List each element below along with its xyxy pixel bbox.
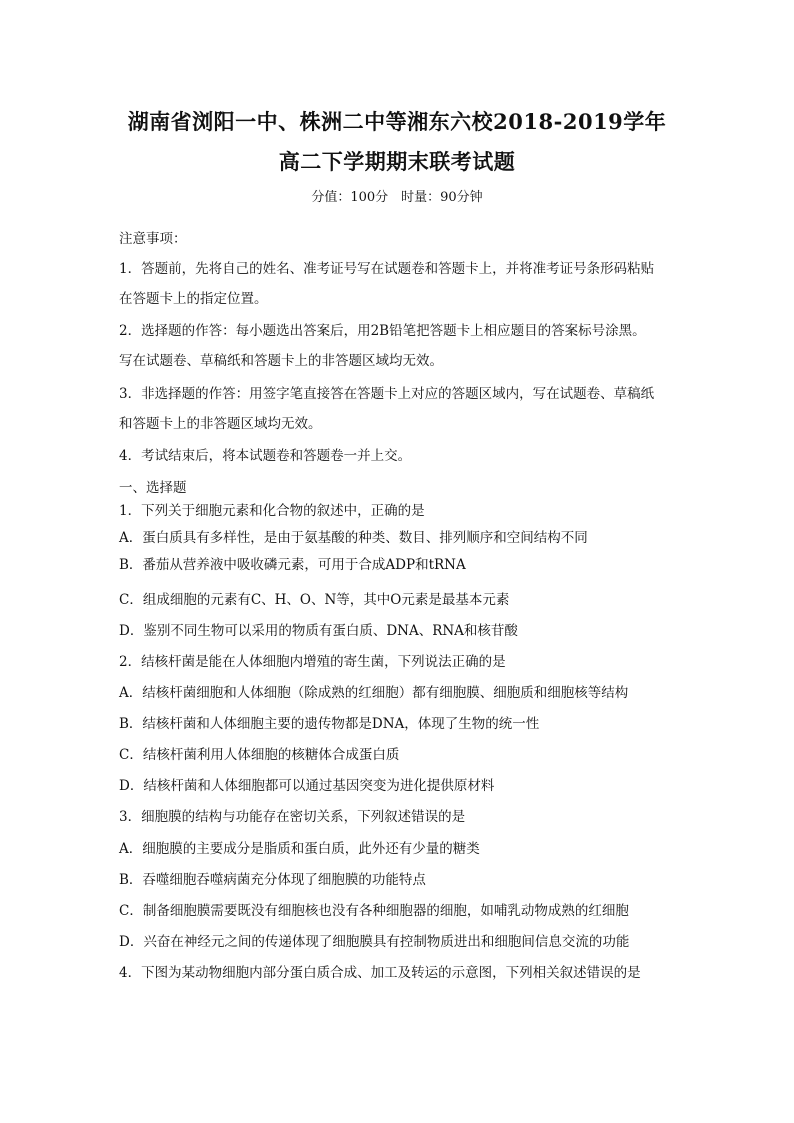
notice-line: 写在试题卷、草稿纸和答题卡上的非答题区域均无效。 <box>119 353 443 369</box>
question-option: A．结核杆菌细胞和人体细胞（除成熟的红细胞）都有细胞膜、细胞质和细胞核等结构 <box>119 685 629 701</box>
score-time-info: 分值：100分 时量：90分钟 <box>311 190 483 205</box>
notice-line: 和答题卡上的非答题区域均无效。 <box>119 416 322 432</box>
question-option: D．结核杆菌和人体细胞都可以通过基因突变为进化提供原材料 <box>119 778 495 794</box>
notice-line: 4．考试结束后，将本试题卷和答题卷一并上交。 <box>119 448 412 464</box>
exam-title-line1: 湖南省浏阳一中、株洲二中等湘东六校2018-2019学年 <box>127 109 667 134</box>
exam-title-line2: 高二下学期期末联考试题 <box>278 149 516 174</box>
question-option: D．兴奋在神经元之间的传递体现了细胞膜具有控制物质进出和细胞间信息交流的功能 <box>119 934 630 950</box>
question-option: B．番茄从营养液中吸收磷元素，可用于合成ADP和tRNA <box>119 557 466 573</box>
question-option: C．制备细胞膜需要既没有细胞核也没有各种细胞器的细胞，如哺乳动物成熟的红细胞 <box>119 903 629 919</box>
notice-line: 在答题卡上的指定位置。 <box>119 291 268 307</box>
question-stem: 2．结核杆菌是能在人体细胞内增殖的寄生菌，下列说法正确的是 <box>119 654 506 670</box>
notice-heading: 注意事项： <box>119 231 187 247</box>
question-option: A．蛋白质具有多样性，是由于氨基酸的种类、数目、排列顺序和空间结构不同 <box>119 530 588 546</box>
question-stem: 4．下图为某动物细胞内部分蛋白质合成、加工及转运的示意图，下列相关叙述错误的是 <box>119 965 641 981</box>
question-option: B．吞噬细胞吞噬病菌充分体现了细胞膜的功能特点 <box>119 872 426 888</box>
question-stem: 1．下列关于细胞元素和化合物的叙述中，正确的是 <box>119 503 425 519</box>
notice-line: 2．选择题的作答：每小题选出答案后，用2B铅笔把答题卡上相应题目的答案标号涂黑。 <box>119 323 646 339</box>
question-option: D．鉴别不同生物可以采用的物质有蛋白质、DNA、RNA和核苷酸 <box>119 623 518 639</box>
section-heading: 一、选择题 <box>119 480 187 496</box>
question-option: C．结核杆菌利用人体细胞的核糖体合成蛋白质 <box>119 747 400 763</box>
notice-line: 3．非选择题的作答：用签字笔直接答在答题卡上对应的答题区域内，写在试题卷、草稿纸 <box>119 386 655 402</box>
notice-line: 1．答题前，先将自己的姓名、准考证号写在试题卷和答题卡上，并将准考证号条形码粘贴 <box>119 261 655 277</box>
question-option: C．组成细胞的元素有C、H、O、N等，其中O元素是最基本元素 <box>119 592 510 608</box>
question-stem: 3．细胞膜的结构与功能存在密切关系，下列叙述错误的是 <box>119 809 466 825</box>
question-option: A．细胞膜的主要成分是脂质和蛋白质，此外还有少量的糖类 <box>119 841 480 857</box>
question-option: B．结核杆菌和人体细胞主要的遗传物都是DNA，体现了生物的统一性 <box>119 716 540 732</box>
